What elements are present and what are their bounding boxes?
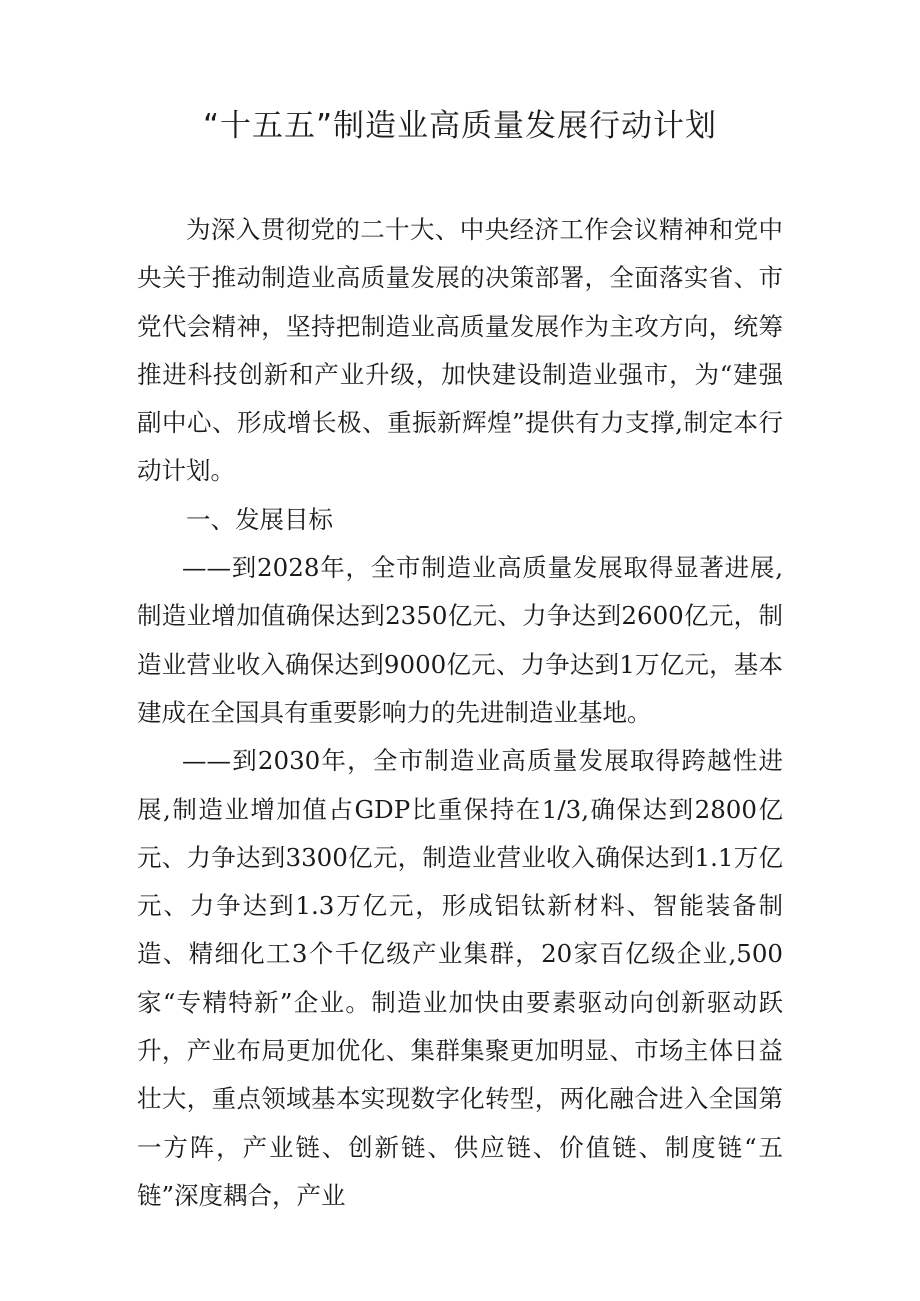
goal-2028-paragraph: ——到2028年，全市制造业高质量发展取得显著进展,制造业增加值确保达到2350亿元、力争达到2600亿元，制造业营业收入确保达到9000亿元、力争达到1万亿元，基本建成在全国具有重要影响力的先进制造业基地。 [137,553,783,727]
document-body [137,206,783,1220]
section-heading-goals: 一、发展目标 [186,504,333,534]
intro-paragraph: 为深入贯彻党的二十大、中央经济工作会议精神和党中央关于推动制造业高质量发展的决策部署，全面落实省、市党代会精神，坚持把制造业高质量发展作为主攻方向，统筹推进科技创新和产业升级，加快建设制造业强市，为“建强副中心、形成增长极、重振新辉煌”提供有力支撑,制定本行动计划。 [137,215,783,486]
document-title: “十五五”制造业高质量发展行动计划 [202,108,718,144]
goal-2030-paragraph: ——到2030年，全市制造业高质量发展取得跨越性进展,制造业增加值占GDP比重保持在1/3,确保达到2800亿元、力争达到3300亿元，制造业营业收入确保达到1.1万亿元、力争达到1.3万亿元，形成铝钛新材料、智能装备制造、精细化工3个千亿级产业集群，20家百亿级企业,500家“专精特新”企业。制造业加快由要素驱动向创新驱动跃升，产业布局更加优化、集群集聚更加明显、市场主体日益壮大，重点领域基本实现数字化转型，两化融合进入全国第一方阵，产业链、创新链、供应链、价值链、制度链“五链”深度耦合，产业 [137,746,783,1210]
